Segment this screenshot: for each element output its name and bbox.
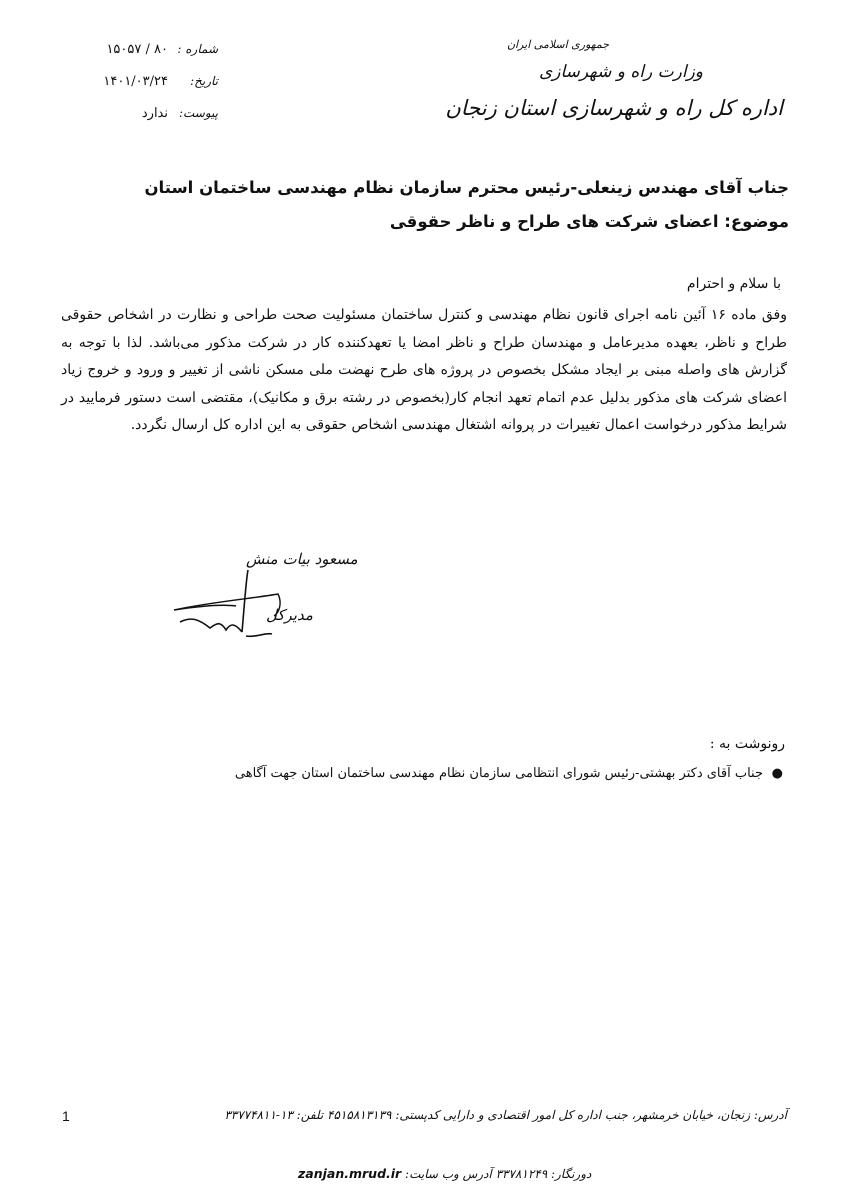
letter-number-row: [58, 42, 218, 64]
signatory-title: مدیرکل: [266, 606, 313, 624]
cc-item: [234, 766, 783, 781]
republic-heading: جمهوری اسلامی ایران: [506, 38, 609, 51]
office-heading: اداره کل راه و شهرسازی استان زنجان: [445, 96, 783, 120]
attachment-value: ندارد: [141, 106, 168, 121]
letter-date-value: ۱۴۰۱/۰۳/۲۴: [103, 74, 168, 89]
attachment-row: [58, 106, 218, 128]
letter-date-row: [58, 74, 218, 96]
letter-subject: موضوع: اعضای شرکت های طراح و ناظر حقوقی: [389, 212, 789, 231]
letter-body: وفق ماده ۱۶ آئین نامه اجرای قانون نظام مهندسی و کنترل ساختمان مسئولیت صحت طراحی و نظارت در اشخاص حقوقی طراح و ناظر، بعهده مدیرعامل و مهندسان طراح و ناظر امضا یا تعهدکننده کار در شرکت مذکور می‌باشد. لذا با توجه به گزارش های واصله مبنی بر ایجاد مشکل بخصوص در پروژه های طرح نهضت ملی مسکن ناشی از تغییر و ورود و خروج زیاد اعضای شرکت های مذکور بدلیل عدم اتمام تعهد انجام کار(بخصوص در رشته برق و مکانیک)، مقتضی است دستور فرمایید در شرایط مذکور درخواست اعمال تغییرات در پروانه اشتغال مهندسی اشخاص حقوقی به این اداره کل ارسال نگردد.: [61, 307, 787, 433]
cc-item-text: جناب آقای دکتر بهشتی-رئیس شورای انتظامی سازمان نظام مهندسی ساختمان استان جهت آگاهی: [234, 766, 763, 781]
ministry-heading: وزارت راه و شهرسازی: [538, 62, 703, 82]
footer-web-row: [298, 1166, 591, 1181]
letter-number-label: شماره :: [177, 42, 218, 56]
footer-website-link[interactable]: zanjan.mrud.ir: [298, 1166, 402, 1181]
letter-addressee: جناب آقای مهندس زینعلی-رئیس محترم سازمان نظام مهندسی ساختمان استان: [144, 178, 789, 197]
footer-address: آدرس: زنجان، خیابان خرمشهر، جنب اداره کل امور اقتصادی و دارایی کدپستی: ۴۵۱۵۸۱۳۱۳۹ تلفن: ۱۳-۳۳۷۷۴۸۱۱: [224, 1108, 787, 1122]
attachment-label: پیوست:: [178, 106, 218, 120]
footer-fax: دورنگار: ۳۳۷۸۱۲۴۹ آدرس وب سایت:: [405, 1167, 592, 1181]
bullet-icon: ●: [771, 766, 783, 781]
page-number: 1: [62, 1108, 70, 1124]
cc-label: رونوشت به :: [709, 736, 785, 752]
letter-number-value: ۸۰ / ۱۵۰۵۷: [106, 42, 168, 57]
letter-date-label: تاریخ:: [190, 74, 218, 88]
signatory-name: مسعود بیات منش: [246, 550, 358, 568]
letter-greeting: با سلام و احترام: [686, 276, 781, 292]
